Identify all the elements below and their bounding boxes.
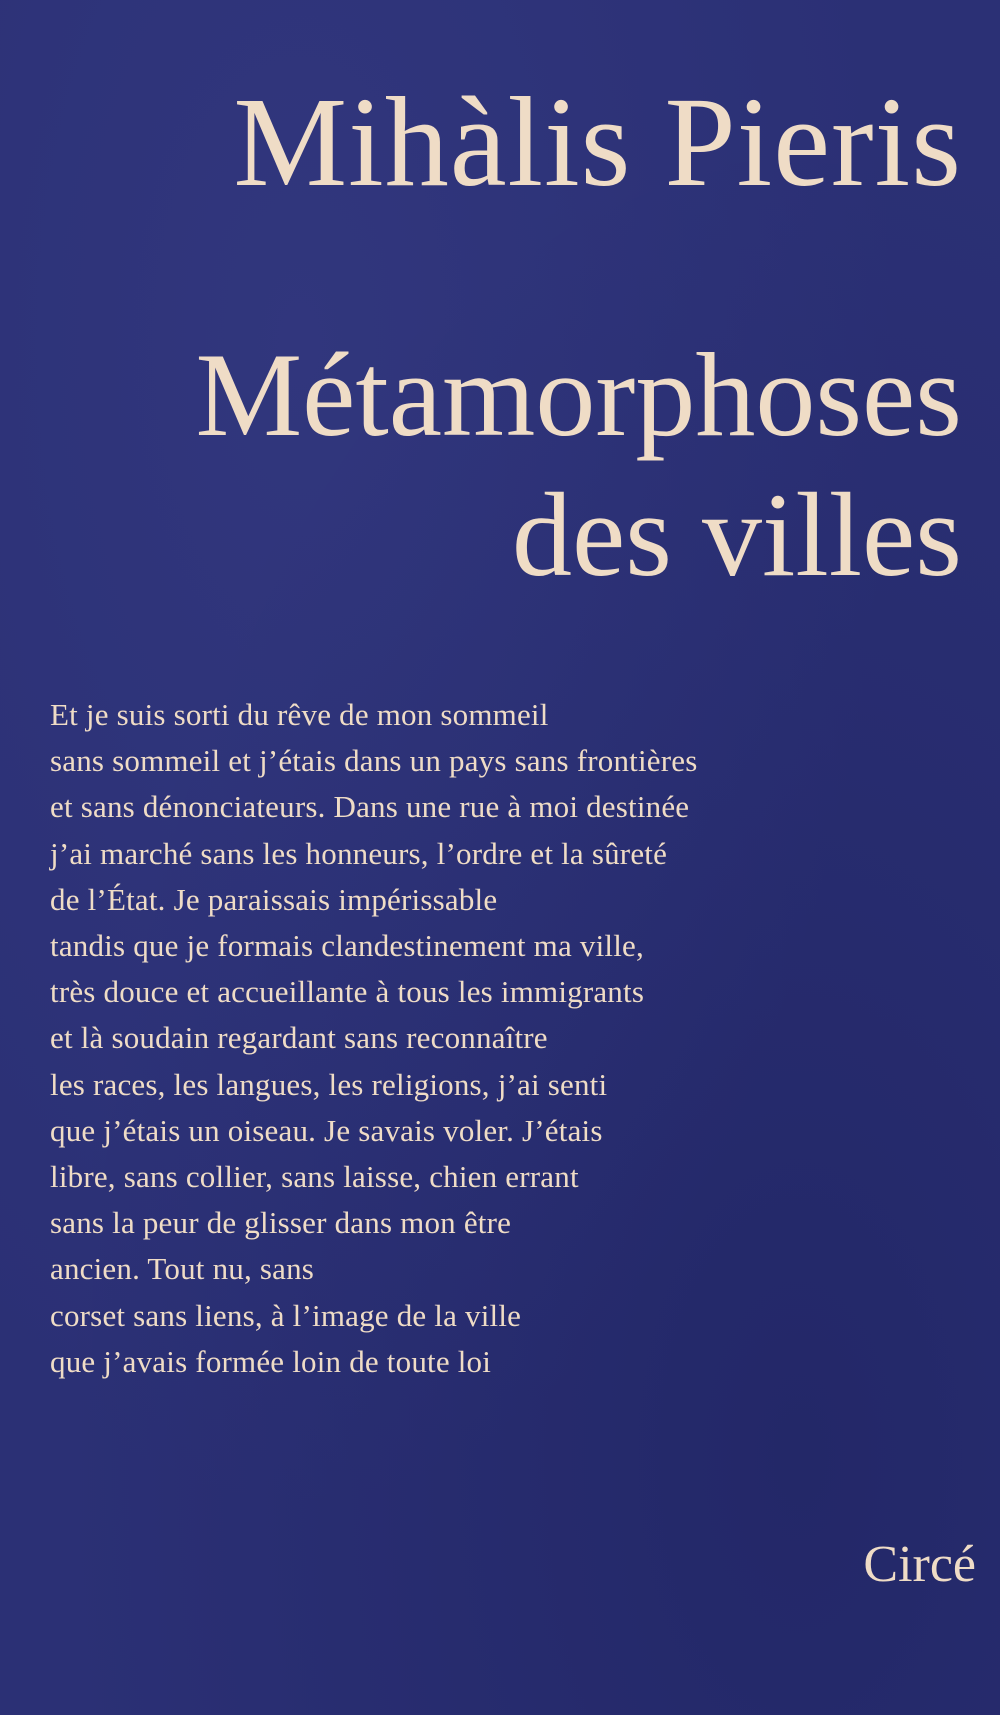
poem-line: de l’État. Je paraissais impérissable: [50, 881, 498, 917]
title-line: Métamorphoses: [195, 328, 962, 461]
publisher-name: Circé: [863, 1536, 976, 1593]
poem-line: et là soudain regardant sans reconnaître: [50, 1020, 548, 1056]
poem-line: tandis que je formais clandestinement ma ville,: [50, 928, 644, 964]
poem-excerpt: [50, 692, 950, 1385]
poem-line: que j’étais un oiseau. Je savais voler. J’étais: [50, 1112, 603, 1148]
poem-line: et sans dénonciateurs. Dans une rue à moi destinée: [50, 789, 690, 825]
book-title: [195, 325, 962, 605]
poem-line: sans sommeil et j’étais dans un pays sans frontières: [50, 743, 698, 779]
poem-line: que j’avais formée loin de toute loi: [50, 1343, 492, 1379]
poem-line: libre, sans collier, sans laisse, chien errant: [50, 1159, 579, 1195]
poem-line: très douce et accueillante à tous les immigrants: [50, 974, 645, 1010]
author-name: Mihàlis Pieris: [233, 71, 962, 213]
poem-line: j’ai marché sans les honneurs, l’ordre et la sûreté: [50, 835, 668, 871]
poem-line: corset sans liens, à l’image de la ville: [50, 1297, 522, 1333]
poem-line: les races, les langues, les religions, j’ai senti: [50, 1066, 608, 1102]
poem-line: Et je suis sorti du rêve de mon sommeil: [50, 697, 549, 732]
poem-line: sans la peur de glisser dans mon être: [50, 1205, 512, 1241]
poem-line: ancien. Tout nu, sans: [50, 1251, 315, 1287]
title-line: des villes: [512, 468, 962, 601]
